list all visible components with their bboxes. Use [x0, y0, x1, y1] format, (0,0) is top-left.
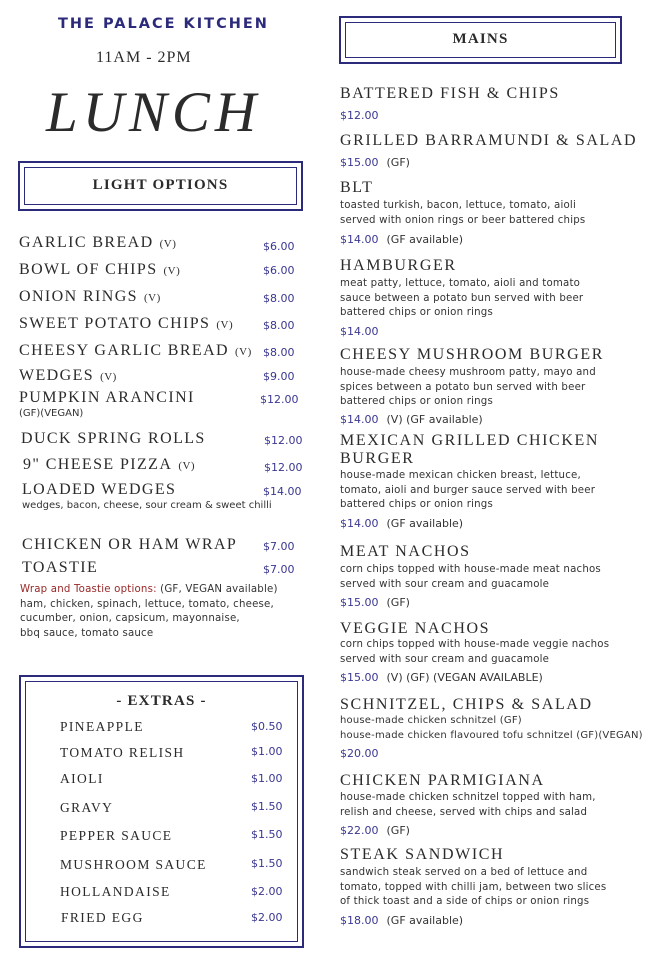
- main-item: [340, 772, 596, 839]
- service-hours: 11AM - 2PM: [96, 49, 192, 66]
- item-name: CHEESY GARLIC BREAD: [19, 342, 230, 359]
- wrap-item-price: $7.00: [263, 540, 295, 553]
- main-item-desc: battered chips or onion rings: [340, 499, 493, 510]
- item-price: $12.00: [264, 434, 303, 447]
- light-option-item: [21, 430, 206, 448]
- main-item-desc: served with sour cream and guacamole: [340, 653, 550, 665]
- main-item-name: BATTERED FISH & CHIPS: [340, 85, 560, 102]
- light-option-item: [19, 389, 195, 419]
- main-item-desc: relish and cheese, served with chips and salad: [340, 806, 588, 818]
- main-item-desc: of thick toast and a side of chips or onion rings: [340, 896, 590, 907]
- main-item: [340, 432, 599, 532]
- main-item: [340, 620, 609, 686]
- restaurant-name: THE PALACE KITCHEN: [58, 16, 269, 32]
- extra-item-name: MUSHROOM SAUCE: [60, 857, 207, 872]
- main-item-name: MEXICAN GRILLED CHICKEN: [340, 432, 600, 449]
- wrap-options-label: Wrap and Toastie options:: [20, 584, 157, 595]
- item-tag: (V): [159, 238, 177, 250]
- main-item-name: SCHNITZEL, CHIPS & SALAD: [340, 696, 593, 713]
- wrap-options-line: cucumber, onion, capsicum, mayonnaise,: [20, 613, 240, 624]
- item-tag: (V): [143, 292, 161, 304]
- light-options-header-box: [18, 161, 303, 211]
- main-item-name: HAMBURGER: [340, 257, 457, 274]
- item-name: GARLIC BREAD: [19, 234, 154, 251]
- light-options-heading: LIGHT OPTIONS: [92, 177, 229, 193]
- item-tag: (V): [163, 265, 181, 277]
- item-name: WEDGES: [19, 367, 95, 384]
- main-item-price: $14.00: [340, 412, 379, 426]
- wrap-item-name: CHICKEN OR HAM WRAP: [22, 536, 238, 553]
- light-option-item: [19, 342, 252, 360]
- item-tag: (V): [235, 346, 252, 358]
- extra-item-price: $2.00: [251, 911, 283, 924]
- main-item: [340, 132, 637, 171]
- item-name: ONION RINGS: [19, 288, 138, 305]
- item-name: BOWL OF CHIPS: [19, 261, 158, 278]
- mains-header-box: [339, 16, 622, 64]
- item-name: DUCK SPRING ROLLS: [21, 430, 206, 447]
- main-item-note: (GF available): [386, 516, 464, 530]
- light-option-item: [19, 315, 233, 333]
- main-item-note: (GF available): [386, 913, 464, 927]
- extra-item-price: $1.00: [251, 772, 283, 785]
- main-item-note: (V) (GF) (VEGAN AVAILABLE): [386, 671, 543, 684]
- wrap-item-price: $7.00: [263, 563, 295, 576]
- item-price: $12.00: [264, 461, 303, 474]
- main-item-desc: sauce between a potato bun served with beer: [340, 292, 584, 304]
- main-item-price: $12.00: [340, 109, 379, 122]
- main-item-desc: corn chips topped with house-made meat nachos: [340, 564, 601, 575]
- item-desc: wedges, bacon, cheese, sour cream & sweet chilli: [22, 500, 272, 511]
- main-item-desc: spices between a potato bun served with beer: [340, 381, 586, 393]
- wrap-options: [20, 583, 310, 641]
- extra-item-name: AIOLI: [60, 771, 104, 786]
- main-item-desc: house-made chicken schnitzel (GF): [340, 715, 522, 726]
- extra-item-name: PINEAPPLE: [60, 719, 144, 734]
- main-item-price: $14.00: [340, 324, 379, 338]
- main-item-desc: battered chips or onion rings: [340, 396, 493, 407]
- main-item-desc: meat patty, lettuce, tomato, aioli and tomato: [340, 278, 581, 289]
- main-item-desc: house-made cheesy mushroom patty, mayo and: [340, 367, 596, 378]
- extra-item-price: $0.50: [251, 720, 283, 733]
- light-option-item: [19, 261, 180, 279]
- main-item: [340, 696, 643, 762]
- item-name: 9" CHEESE PIZZA: [23, 456, 173, 473]
- main-item-price: $20.00: [340, 747, 379, 760]
- item-price: $6.00: [263, 240, 295, 253]
- extra-item-price: $1.50: [251, 857, 283, 870]
- item-price: $9.00: [263, 370, 295, 383]
- extra-item-name: FRIED EGG: [61, 910, 144, 925]
- main-item-desc: corn chips topped with house-made veggie nachos: [340, 639, 610, 650]
- main-item-note: (GF): [386, 156, 410, 169]
- item-price: $8.00: [263, 346, 295, 359]
- extra-item-name: PEPPER SAUCE: [60, 828, 173, 843]
- extra-item-name: TOMATO RELISH: [60, 745, 185, 760]
- main-item-name: BLT: [340, 179, 374, 196]
- light-option-item: [22, 481, 272, 511]
- main-item-name-line2: BURGER: [340, 450, 415, 467]
- item-tag: (V): [100, 371, 117, 383]
- main-item-name: GRILLED BARRAMUNDI & SALAD: [340, 132, 638, 149]
- main-item-note: (V) (GF available): [386, 412, 483, 426]
- main-item-desc: served with onion rings or beer battered chips: [340, 214, 586, 226]
- item-name: LOADED WEDGES: [22, 481, 177, 498]
- main-item-price: $18.00: [340, 913, 379, 927]
- menu-title: LUNCH: [46, 81, 262, 144]
- extra-item-price: $1.00: [251, 745, 283, 758]
- main-item-desc: tomato, aioli and burger sauce served with beer: [340, 484, 596, 496]
- main-item-desc: served with sour cream and guacamole: [340, 578, 550, 590]
- item-price: $8.00: [263, 319, 295, 332]
- main-item-desc: house-made mexican chicken breast, lettuce,: [340, 470, 581, 481]
- main-item-name: VEGGIE NACHOS: [340, 620, 491, 637]
- item-tag: (V): [216, 319, 234, 331]
- main-item-price: $22.00: [340, 824, 379, 837]
- main-item-name: CHEESY MUSHROOM BURGER: [340, 346, 604, 363]
- main-item-price: $15.00: [340, 596, 379, 609]
- main-item-desc: tomato, topped with chilli jam, between two slices: [340, 881, 607, 893]
- main-item-desc: toasted turkish, bacon, lettuce, tomato, aioli: [340, 200, 576, 211]
- main-item-price: $15.00: [340, 671, 379, 684]
- main-item-desc: sandwich steak served on a bed of lettuce and: [340, 867, 588, 878]
- main-item-price: $14.00: [340, 233, 379, 246]
- main-item-name: STEAK SANDWICH: [340, 846, 505, 863]
- main-item-price: $14.00: [340, 516, 379, 530]
- item-price: $14.00: [263, 485, 302, 498]
- main-item-name: CHICKEN PARMIGIANA: [340, 772, 545, 789]
- main-item: [340, 257, 583, 340]
- extra-item-price: $2.00: [251, 885, 283, 898]
- main-item: [340, 346, 604, 428]
- main-item-desc: house-made chicken schnitzel topped with ham,: [340, 792, 596, 803]
- extra-item-name: HOLLANDAISE: [60, 884, 171, 899]
- wrap-options-note: (GF, VEGAN available): [156, 584, 278, 595]
- item-price: $6.00: [263, 264, 295, 277]
- item-price: $12.00: [260, 393, 299, 406]
- main-item-price: $15.00: [340, 156, 379, 169]
- wrap-options-line: ham, chicken, spinach, lettuce, tomato, cheese,: [20, 598, 274, 610]
- main-item-note: (GF): [386, 596, 410, 609]
- item-tag: (V): [178, 460, 196, 472]
- extra-item-name: GRAVY: [60, 800, 114, 815]
- item-name: SWEET POTATO CHIPS: [19, 315, 211, 332]
- main-item-desc: battered chips or onion rings: [340, 307, 493, 318]
- light-option-item: [19, 288, 161, 306]
- main-item-note: (GF): [386, 824, 410, 837]
- light-option-item: [19, 367, 117, 385]
- main-item: [340, 846, 606, 929]
- mains-heading: MAINS: [452, 31, 509, 47]
- main-item-name: MEAT NACHOS: [340, 543, 471, 560]
- main-item: [340, 85, 560, 124]
- extra-item-price: $1.50: [251, 828, 283, 841]
- main-item-note: (GF available): [386, 233, 464, 246]
- extras-heading: - EXTRAS -: [116, 693, 207, 709]
- main-item-desc: house-made chicken flavoured tofu schnitzel (GF)(VEGAN): [340, 729, 643, 741]
- wrap-item-name: TOASTIE: [22, 559, 99, 576]
- item-name: PUMPKIN ARANCINI: [19, 389, 195, 406]
- item-tag: (GF)(VEGAN): [19, 408, 84, 419]
- wrap-options-line: bbq sauce, tomato sauce: [20, 627, 154, 639]
- extra-item-price: $1.50: [251, 800, 283, 813]
- light-option-item: [23, 456, 195, 474]
- light-option-item: [19, 234, 176, 252]
- main-item: [340, 543, 601, 611]
- main-item: [340, 179, 585, 248]
- item-price: $8.00: [263, 292, 295, 305]
